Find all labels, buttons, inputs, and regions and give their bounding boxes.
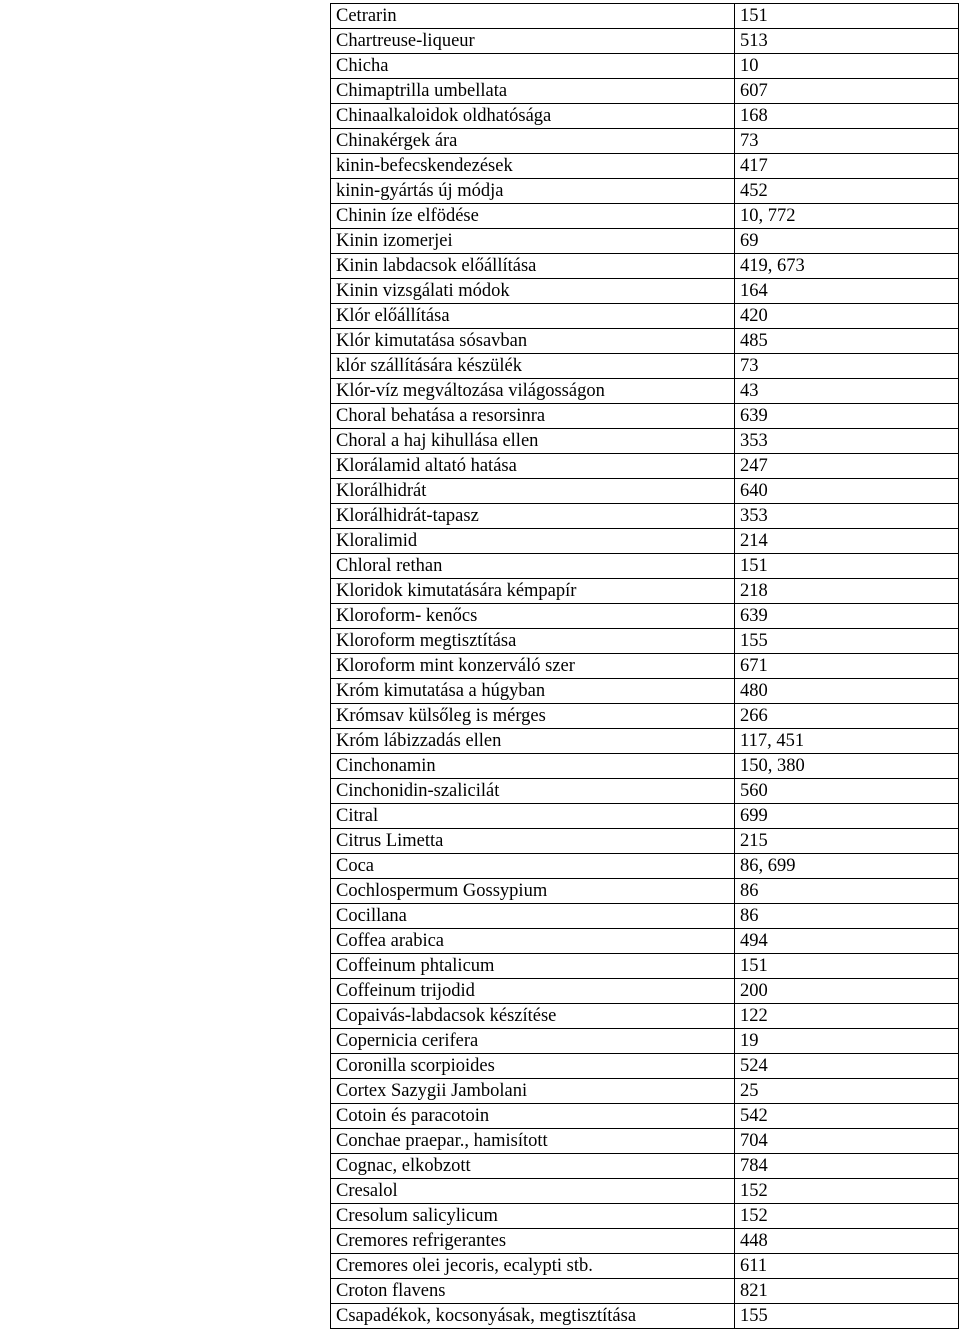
- index-page-numbers: 639: [735, 404, 959, 429]
- index-page-numbers: 640: [735, 479, 959, 504]
- index-row: [331, 779, 959, 804]
- index-page-numbers: 69: [735, 229, 959, 254]
- index-row: [331, 1204, 959, 1229]
- index-term: Chinaalkaloidok oldhatósága: [331, 104, 735, 129]
- index-row: [331, 179, 959, 204]
- index-term: Cotoin és paracotoin: [331, 1104, 735, 1129]
- index-term: Cresolum salicylicum: [331, 1204, 735, 1229]
- index-page-numbers: 480: [735, 679, 959, 704]
- index-page-numbers: 155: [735, 629, 959, 654]
- index-page-numbers: 215: [735, 829, 959, 854]
- index-term: Kloridok kimutatására kémpapír: [331, 579, 735, 604]
- index-row: [331, 979, 959, 1004]
- index-row: [331, 604, 959, 629]
- index-row: [331, 129, 959, 154]
- index-term: Copaivás-labdacsok készítése: [331, 1004, 735, 1029]
- index-row: [331, 1154, 959, 1179]
- index-page-numbers: 155: [735, 1304, 959, 1329]
- index-term: Csapadékok, kocsonyásak, megtisztítása: [331, 1304, 735, 1329]
- index-page-numbers: 448: [735, 1229, 959, 1254]
- index-page-numbers: 607: [735, 79, 959, 104]
- index-row: [331, 1279, 959, 1304]
- index-term: Klór előállítása: [331, 304, 735, 329]
- index-page-numbers: 639: [735, 604, 959, 629]
- index-term: Kloroform- kenőcs: [331, 604, 735, 629]
- index-term: Króm kimutatása a húgyban: [331, 679, 735, 704]
- index-term: Klorálamid altató hatása: [331, 454, 735, 479]
- index-term: Kloroform megtisztítása: [331, 629, 735, 654]
- index-row: [331, 1079, 959, 1104]
- index-row: [331, 1029, 959, 1054]
- index-term: Krómsav külsőleg is mérges: [331, 704, 735, 729]
- index-row: [331, 1054, 959, 1079]
- index-term: klór szállítására készülék: [331, 354, 735, 379]
- index-page-numbers: 152: [735, 1179, 959, 1204]
- index-term: Conchae praepar., hamisított: [331, 1129, 735, 1154]
- index-page-numbers: 151: [735, 554, 959, 579]
- index-row: [331, 554, 959, 579]
- index-term: Choral a haj kihullása ellen: [331, 429, 735, 454]
- index-row: [331, 1254, 959, 1279]
- index-term: Cinchonidin-szalicilát: [331, 779, 735, 804]
- index-page-numbers: 150, 380: [735, 754, 959, 779]
- index-row: [331, 229, 959, 254]
- index-row: [331, 204, 959, 229]
- index-term: Cetrarin: [331, 4, 735, 29]
- index-row: [331, 479, 959, 504]
- index-row: [331, 1104, 959, 1129]
- index-page-numbers: 419, 673: [735, 254, 959, 279]
- index-row: [331, 1304, 959, 1329]
- index-row: [331, 4, 959, 29]
- index-row: [331, 679, 959, 704]
- index-page-numbers: 524: [735, 1054, 959, 1079]
- index-page-numbers: 164: [735, 279, 959, 304]
- index-term: Cognac, elkobzott: [331, 1154, 735, 1179]
- index-term: Coffea arabica: [331, 929, 735, 954]
- index-term: Króm lábizzadás ellen: [331, 729, 735, 754]
- index-term: Chinin íze elfödése: [331, 204, 735, 229]
- index-row: [331, 354, 959, 379]
- index-page-numbers: 86, 699: [735, 854, 959, 879]
- index-page-numbers: 152: [735, 1204, 959, 1229]
- index-page-numbers: 353: [735, 504, 959, 529]
- index-row: [331, 379, 959, 404]
- index-term: Chinakérgek ára: [331, 129, 735, 154]
- index-page-numbers: 10: [735, 54, 959, 79]
- index-term: Chloral rethan: [331, 554, 735, 579]
- index-row: [331, 29, 959, 54]
- index-table: [330, 3, 959, 1329]
- index-page-numbers: 353: [735, 429, 959, 454]
- index-row: [331, 804, 959, 829]
- index-page-numbers: 151: [735, 4, 959, 29]
- index-page-numbers: 671: [735, 654, 959, 679]
- index-term: Cremores olei jecoris, ecalypti stb.: [331, 1254, 735, 1279]
- index-row: [331, 1004, 959, 1029]
- index-term: Croton flavens: [331, 1279, 735, 1304]
- index-term: Klór-víz megváltozása világosságon: [331, 379, 735, 404]
- index-page-numbers: 19: [735, 1029, 959, 1054]
- index-row: [331, 1179, 959, 1204]
- index-row: [331, 304, 959, 329]
- index-term: Chartreuse-liqueur: [331, 29, 735, 54]
- index-page-numbers: 117, 451: [735, 729, 959, 754]
- index-row: [331, 104, 959, 129]
- index-term: Citral: [331, 804, 735, 829]
- index-term: Kloroform mint konzerváló szer: [331, 654, 735, 679]
- index-row: [331, 504, 959, 529]
- index-term: Coronilla scorpioides: [331, 1054, 735, 1079]
- index-term: Copernicia cerifera: [331, 1029, 735, 1054]
- index-term: Chimaptrilla umbellata: [331, 79, 735, 104]
- index-page-numbers: 611: [735, 1254, 959, 1279]
- index-term: Cochlospermum Gossypium: [331, 879, 735, 904]
- index-page-numbers: 560: [735, 779, 959, 804]
- index-page-numbers: 43: [735, 379, 959, 404]
- index-row: [331, 254, 959, 279]
- index-page-numbers: 86: [735, 879, 959, 904]
- index-term: Klór kimutatása sósavban: [331, 329, 735, 354]
- index-row: [331, 329, 959, 354]
- index-page-numbers: 214: [735, 529, 959, 554]
- index-row: [331, 529, 959, 554]
- index-page-numbers: 784: [735, 1154, 959, 1179]
- index-term: kinin-gyártás új módja: [331, 179, 735, 204]
- index-page-numbers: 122: [735, 1004, 959, 1029]
- index-page-numbers: 420: [735, 304, 959, 329]
- index-row: [331, 629, 959, 654]
- index-term: Kloralimid: [331, 529, 735, 554]
- index-row: [331, 729, 959, 754]
- index-page-numbers: 86: [735, 904, 959, 929]
- index-page-numbers: 542: [735, 1104, 959, 1129]
- index-page-numbers: 73: [735, 129, 959, 154]
- index-page-numbers: 485: [735, 329, 959, 354]
- index-row: [331, 904, 959, 929]
- index-page-numbers: 704: [735, 1129, 959, 1154]
- index-page-numbers: 10, 772: [735, 204, 959, 229]
- index-row: [331, 79, 959, 104]
- index-row: [331, 579, 959, 604]
- index-row: [331, 1229, 959, 1254]
- index-page-numbers: 247: [735, 454, 959, 479]
- index-term: Cocillana: [331, 904, 735, 929]
- index-page-numbers: 151: [735, 954, 959, 979]
- index-row: [331, 454, 959, 479]
- index-row: [331, 754, 959, 779]
- index-row: [331, 154, 959, 179]
- index-page-numbers: 218: [735, 579, 959, 604]
- index-term: Cortex Sazygii Jambolani: [331, 1079, 735, 1104]
- index-page-numbers: 266: [735, 704, 959, 729]
- index-page-numbers: 168: [735, 104, 959, 129]
- index-term: Klorálhidrát-tapasz: [331, 504, 735, 529]
- index-term: Chicha: [331, 54, 735, 79]
- index-term: Kinin labdacsok előállítása: [331, 254, 735, 279]
- index-page-numbers: 494: [735, 929, 959, 954]
- index-page-numbers: 699: [735, 804, 959, 829]
- index-row: [331, 829, 959, 854]
- index-term: Cinchonamin: [331, 754, 735, 779]
- index-term: Coffeinum trijodid: [331, 979, 735, 1004]
- index-page-numbers: 821: [735, 1279, 959, 1304]
- index-term: Kinin izomerjei: [331, 229, 735, 254]
- index-row: [331, 954, 959, 979]
- index-term: Coca: [331, 854, 735, 879]
- index-page-numbers: 25: [735, 1079, 959, 1104]
- index-term: Kinin vizsgálati módok: [331, 279, 735, 304]
- index-row: [331, 704, 959, 729]
- index-term: Choral behatása a resorsinra: [331, 404, 735, 429]
- index-row: [331, 854, 959, 879]
- index-page-numbers: 513: [735, 29, 959, 54]
- index-term: Coffeinum phtalicum: [331, 954, 735, 979]
- index-term: Klorálhidrát: [331, 479, 735, 504]
- index-page-numbers: 73: [735, 354, 959, 379]
- index-term: Cremores refrigerantes: [331, 1229, 735, 1254]
- index-row: [331, 654, 959, 679]
- index-term: Cresalol: [331, 1179, 735, 1204]
- index-row: [331, 1129, 959, 1154]
- index-row: [331, 279, 959, 304]
- index-row: [331, 429, 959, 454]
- index-term: kinin-befecskendezések: [331, 154, 735, 179]
- index-page-numbers: 200: [735, 979, 959, 1004]
- index-table-body: [331, 4, 959, 1329]
- index-row: [331, 879, 959, 904]
- index-page-numbers: 452: [735, 179, 959, 204]
- index-row: [331, 54, 959, 79]
- index-term: Citrus Limetta: [331, 829, 735, 854]
- index-row: [331, 404, 959, 429]
- index-page-numbers: 417: [735, 154, 959, 179]
- index-row: [331, 929, 959, 954]
